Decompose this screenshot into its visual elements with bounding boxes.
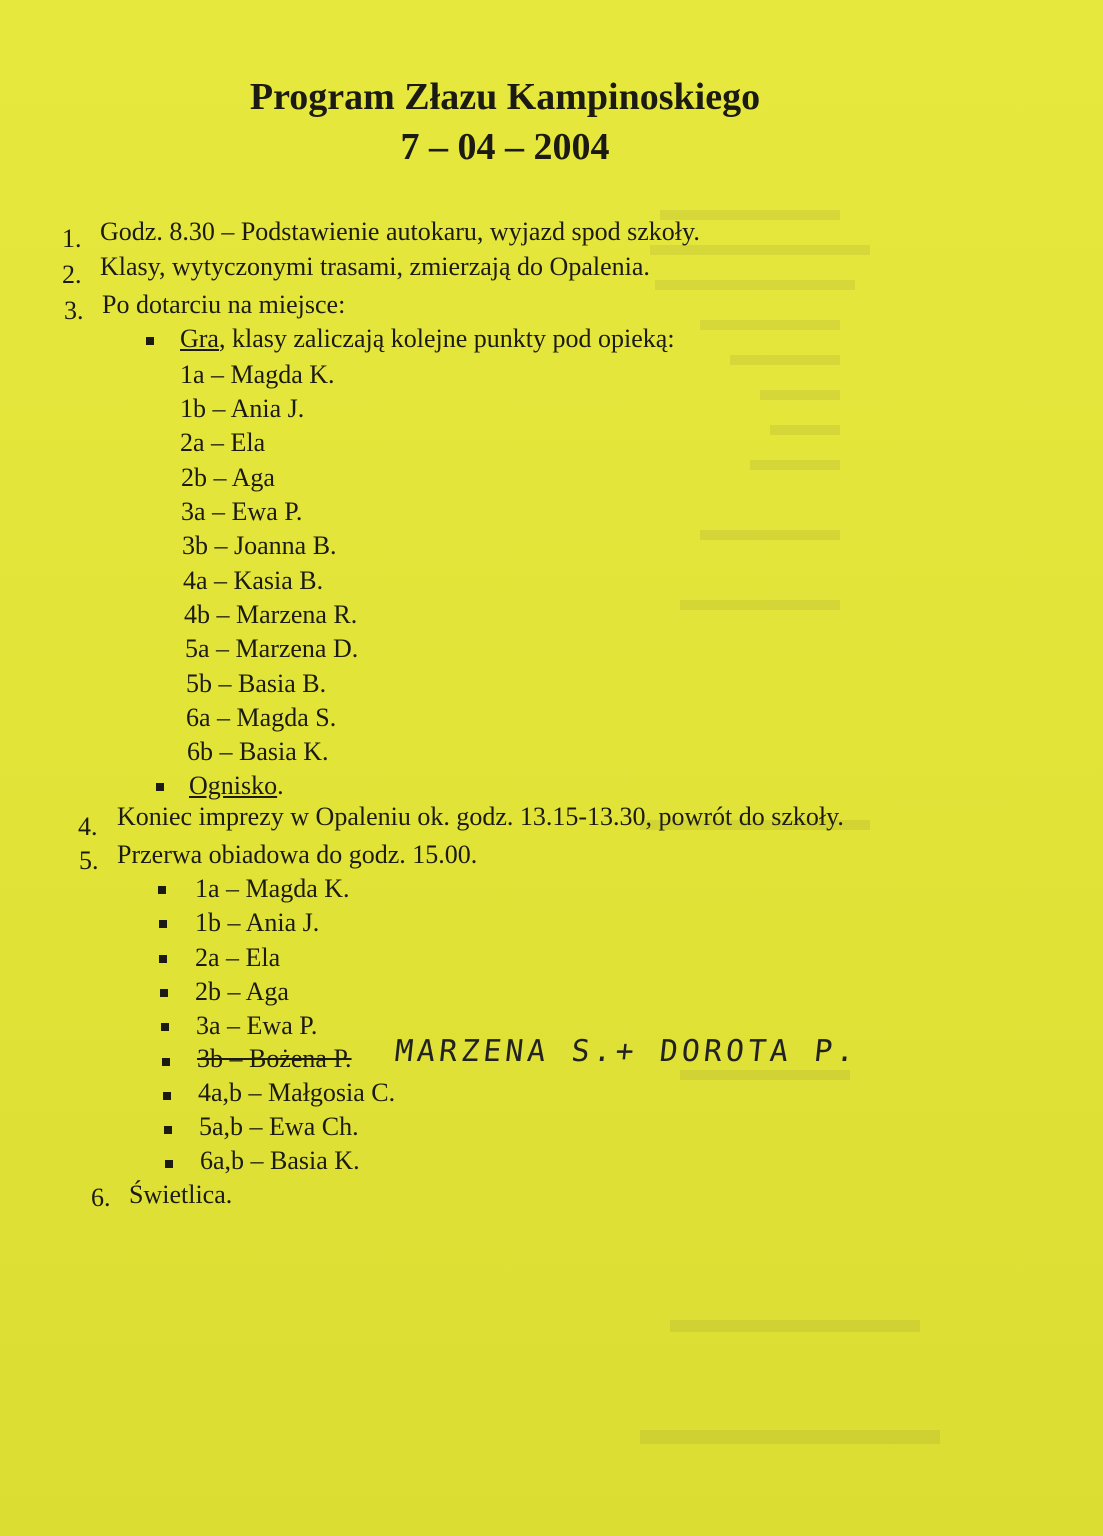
item-1-text: Godz. 8.30 – Podstawienie autokaru, wyjazd spod szkoły. — [100, 217, 700, 246]
obiad-list-item: 1a – Magda K. — [195, 874, 350, 903]
bullet-obiad — [163, 1092, 171, 1100]
gra-list-item: 6b – Basia K. — [187, 737, 329, 766]
show-through-texture — [640, 200, 980, 1500]
item-6-text: Świetlica. — [129, 1180, 233, 1209]
bullet-ognisko — [156, 783, 164, 791]
bullet-obiad — [165, 1160, 173, 1168]
obiad-list-item: 1b – Ania J. — [195, 908, 320, 937]
obiad-list-item: 4a,b – Małgosia C. — [198, 1078, 396, 1107]
bullet-obiad — [159, 920, 167, 928]
ognisko-line — [189, 773, 284, 799]
obiad-list-item-struck: 3b – Bożena P. — [197, 1044, 352, 1073]
item-5-number: 5. — [79, 846, 99, 875]
item-5-text: Przerwa obiadowa do godz. 15.00. — [117, 840, 478, 869]
gra-list-item: 5a – Marzena D. — [185, 634, 359, 663]
bullet-gra — [146, 337, 154, 345]
gra-list-item: 4a – Kasia B. — [183, 566, 324, 595]
item-2-number: 2. — [62, 260, 82, 289]
gra-list-item: 3b – Joanna B. — [182, 531, 337, 560]
document-date: 7 – 04 – 2004 — [400, 126, 610, 168]
item-4-text: Koniec imprezy w Opaleniu ok. godz. 13.15-13.30, powrót do szkoły. — [117, 802, 844, 831]
gra-list-item: 6a – Magda S. — [186, 703, 337, 732]
gra-list-item: 3a – Ewa P. — [181, 497, 303, 526]
ognisko-word: Ognisko — [189, 771, 278, 800]
gra-rest: , klasy zaliczają kolejne punkty pod opieką: — [218, 324, 675, 353]
gra-list-item: 1b – Ania J. — [180, 394, 305, 423]
bullet-obiad — [159, 955, 167, 963]
item-3-number: 3. — [64, 296, 84, 325]
gra-line — [180, 326, 675, 352]
bullet-obiad — [164, 1126, 172, 1134]
gra-word: Gra — [180, 324, 219, 353]
item-3-text: Po dotarciu na miejsce: — [102, 290, 346, 319]
gra-list-item: 4b – Marzena R. — [184, 600, 358, 629]
bullet-obiad — [160, 989, 168, 997]
obiad-list-item: 5a,b – Ewa Ch. — [199, 1112, 359, 1141]
obiad-list-item: 2b – Aga — [195, 977, 289, 1006]
gra-list-item: 5b – Basia B. — [186, 669, 327, 698]
gra-list-item: 2b – Aga — [181, 463, 275, 492]
obiad-list-item: 2a – Ela — [195, 943, 281, 972]
gra-list-item: 1a – Magda K. — [180, 360, 335, 389]
gra-list-item: 2a – Ela — [180, 428, 266, 457]
document-title: Program Złazu Kampinoskiego — [249, 76, 761, 118]
handwritten-note: MARZENA S.+ DOROTA P. — [393, 1034, 861, 1069]
bullet-obiad — [162, 1058, 170, 1066]
ognisko-rest: . — [277, 771, 284, 800]
item-2-text: Klasy, wytyczonymi trasami, zmierzają do Opalenia. — [100, 252, 650, 281]
bullet-obiad — [158, 886, 166, 894]
item-1-number: 1. — [62, 224, 82, 253]
item-4-number: 4. — [78, 812, 98, 841]
bullet-obiad — [161, 1023, 169, 1031]
item-6-number: 6. — [91, 1183, 111, 1212]
obiad-list-item: 3a – Ewa P. — [196, 1011, 318, 1040]
obiad-list-item: 6a,b – Basia K. — [200, 1146, 360, 1175]
